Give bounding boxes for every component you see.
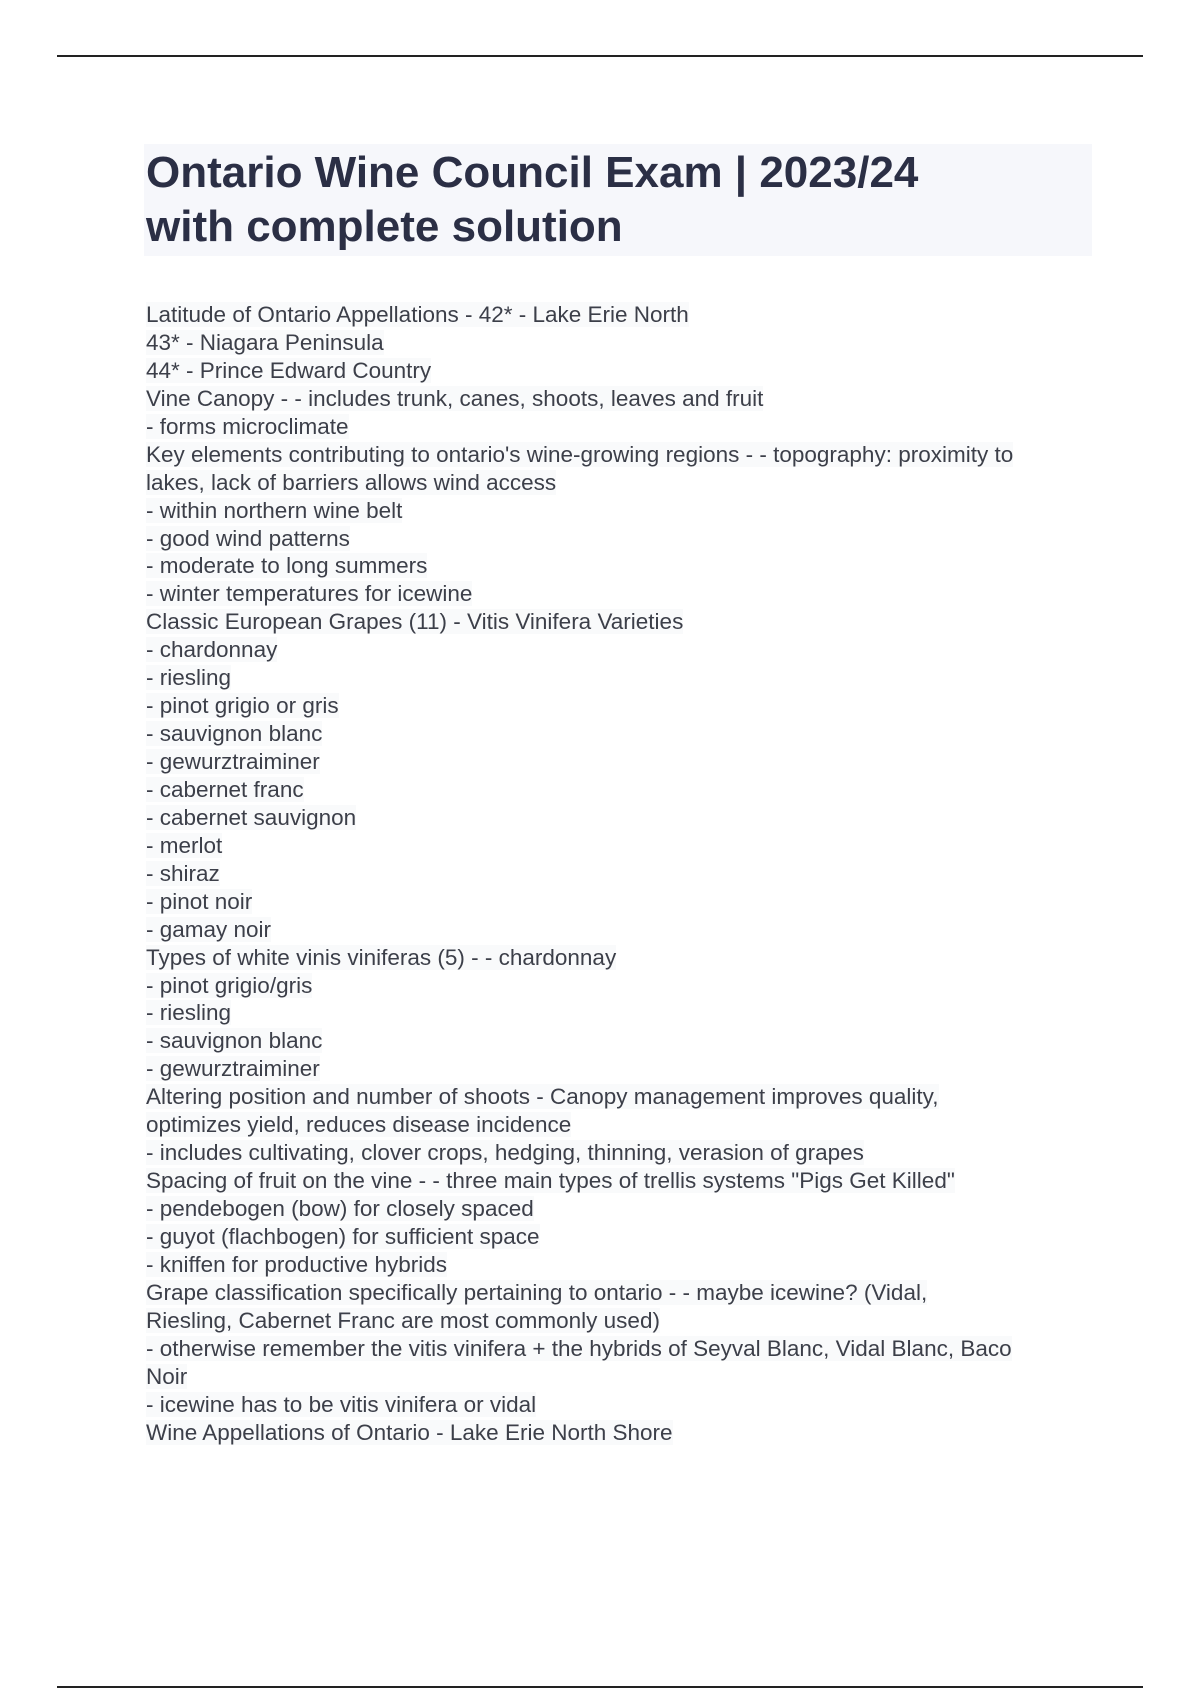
text-line <box>146 1167 1096 1195</box>
text-line-content: - winter temperatures for icewine <box>146 581 473 607</box>
text-line-content: - kniffen for productive hybrids <box>146 1251 447 1277</box>
text-line-content: - otherwise remember the vitis vinifera + the hybrids of Seyval Blanc, Vidal Blanc, Baco <box>146 1335 1012 1361</box>
text-line <box>146 1307 1096 1335</box>
text-line <box>146 692 1096 720</box>
text-line-content: Riesling, Cabernet Franc are most commonly used) <box>146 1307 660 1333</box>
header-rule <box>57 55 1143 57</box>
text-line <box>146 1027 1096 1055</box>
text-line-content: - pinot grigio/gris <box>146 972 313 998</box>
text-line <box>146 1251 1096 1279</box>
text-line-content: Grape classification specifically pertaining to ontario - - maybe icewine? (Vidal, <box>146 1279 928 1305</box>
text-line <box>146 385 1096 413</box>
text-line-content: - pinot grigio or gris <box>146 693 339 719</box>
text-line <box>146 1279 1096 1307</box>
text-line <box>146 580 1096 608</box>
text-line-content: lakes, lack of barriers allows wind access <box>146 469 557 495</box>
text-line <box>146 804 1096 832</box>
text-line <box>146 525 1096 553</box>
text-line <box>146 664 1096 692</box>
text-line <box>146 1419 1096 1447</box>
text-line-content: Wine Appellations of Ontario - Lake Erie North Shore <box>146 1419 673 1445</box>
text-line-content: - gewurztraiminer <box>146 1056 320 1082</box>
text-line-content: Altering position and number of shoots - Canopy management improves quality, <box>146 1084 939 1110</box>
text-line-content: Vine Canopy - - includes trunk, canes, shoots, leaves and fruit <box>146 385 764 411</box>
document-body <box>146 301 1096 1446</box>
text-line-content: - within northern wine belt <box>146 497 403 523</box>
text-line-content: - merlot <box>146 832 223 858</box>
text-line <box>146 1391 1096 1419</box>
text-line <box>146 888 1096 916</box>
text-line-content: - guyot (flachbogen) for sufficient space <box>146 1223 540 1249</box>
text-line <box>146 999 1096 1027</box>
text-line <box>146 329 1096 357</box>
text-line <box>146 1055 1096 1083</box>
text-line-content: - pendebogen (bow) for closely spaced <box>146 1196 534 1221</box>
text-line-content: - moderate to long summers <box>146 553 428 579</box>
text-line-content: Noir <box>146 1363 188 1389</box>
text-line <box>146 1083 1096 1111</box>
text-line <box>146 301 1096 329</box>
text-line-content: - cabernet sauvignon <box>146 804 357 830</box>
text-line <box>146 497 1096 525</box>
text-line <box>146 357 1096 385</box>
text-line-content: - sauvignon blanc <box>146 1028 323 1054</box>
text-line <box>146 469 1096 497</box>
text-line <box>146 1335 1096 1363</box>
text-line-content: Types of white vinis viniferas (5) - - chardonnay <box>146 944 617 970</box>
text-line-content: - cabernet franc <box>146 776 304 802</box>
text-line <box>146 916 1096 944</box>
text-line-content: - forms microclimate <box>146 413 349 439</box>
text-line <box>146 832 1096 860</box>
text-line <box>146 1111 1096 1139</box>
text-line <box>146 748 1096 776</box>
text-line <box>146 1195 1096 1223</box>
text-line-content: optimizes yield, reduces disease incidence <box>146 1112 572 1138</box>
text-line-content: Key elements contributing to ontario's wine-growing regions - - topography: proximity to <box>146 441 1014 467</box>
text-line-content: - good wind patterns <box>146 525 350 551</box>
text-line-content: - pinot noir <box>146 888 253 914</box>
text-line-content: Spacing of fruit on the vine - - three main types of trellis systems "Pigs Get Killed" <box>146 1168 955 1194</box>
text-line-content: - riesling <box>146 665 232 691</box>
text-line-content: - gamay noir <box>146 916 272 942</box>
text-line <box>146 1363 1096 1391</box>
text-line <box>146 944 1096 972</box>
page-title: Ontario Wine Council Exam | 2023/24 with complete solution <box>146 148 919 251</box>
text-line-content: Latitude of Ontario Appellations - 42* - Lake Erie North <box>146 302 689 327</box>
text-line-content: - riesling <box>146 1000 232 1026</box>
text-line <box>146 972 1096 1000</box>
text-line-content: - gewurztraiminer <box>146 749 320 774</box>
footer-rule <box>57 1686 1143 1688</box>
text-line-content: - chardonnay <box>146 637 278 663</box>
text-line-content: - includes cultivating, clover crops, hedging, thinning, verasion of grapes <box>146 1140 864 1166</box>
text-line <box>146 608 1096 636</box>
text-line-content: 44* - Prince Edward Country <box>146 357 432 383</box>
text-line <box>146 720 1096 748</box>
text-line <box>146 552 1096 580</box>
text-line <box>146 413 1096 441</box>
text-line <box>146 441 1096 469</box>
text-line <box>146 776 1096 804</box>
text-line <box>146 1139 1096 1167</box>
text-line-content: Classic European Grapes (11) - Vitis Vinifera Varieties <box>146 609 684 635</box>
text-line-content: 43* - Niagara Peninsula <box>146 329 384 355</box>
text-line-content: - sauvignon blanc <box>146 721 323 747</box>
text-line <box>146 1223 1096 1251</box>
text-line <box>146 860 1096 888</box>
text-line-content: - icewine has to be vitis vinifera or vidal <box>146 1391 537 1417</box>
text-line <box>146 636 1096 664</box>
text-line-content: - shiraz <box>146 860 220 886</box>
